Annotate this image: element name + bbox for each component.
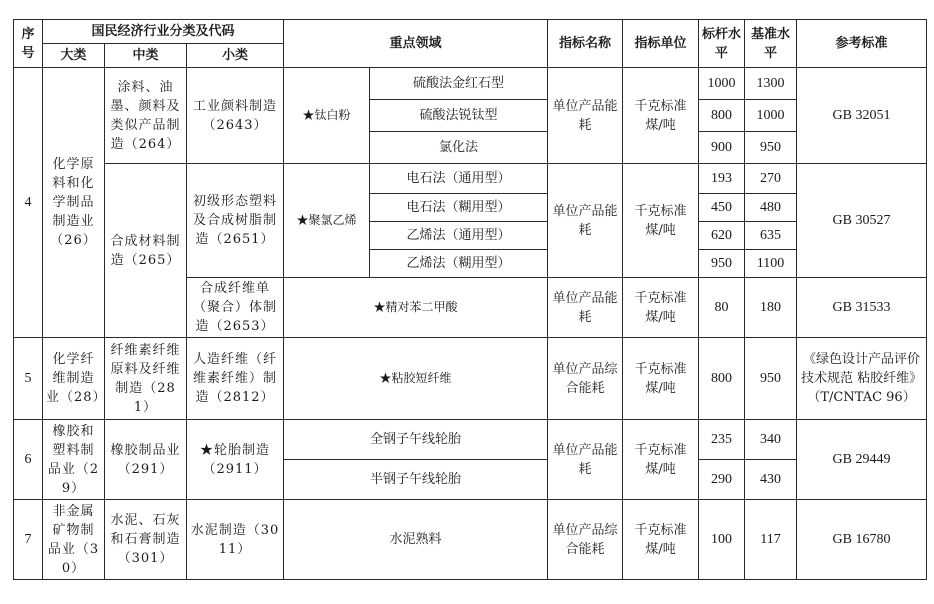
tio2-sub-3: 氯化法 [370, 132, 548, 164]
row-5-benchmark: 800 [699, 338, 745, 420]
pvc-indicator-name: 单位产品能耗 [548, 164, 623, 278]
header-reference-standard: 参考标准 [797, 20, 927, 68]
pvc-benchmark-4: 950 [699, 250, 745, 278]
tio2-benchmark-3: 900 [699, 132, 745, 164]
row-5-minor-category: 人造纤维（纤维素纤维）制造（2812） [187, 338, 284, 420]
row-6-middle-category: 橡胶制品业（291） [105, 420, 187, 500]
pvc-sub-4: 乙烯法（糊用型） [370, 250, 548, 278]
row-4-pta: ★精对苯二甲酸 [284, 278, 548, 338]
row-5-seq: 5 [14, 338, 43, 420]
tio2-baseline-2: 1000 [745, 100, 797, 132]
pvc-sub-2: 电石法（糊用型） [370, 194, 548, 222]
tio2-sub-1: 硫酸法金红石型 [370, 68, 548, 100]
row-6-seq: 6 [14, 420, 43, 500]
header-industry-classification: 国民经济行业分类及代码 [43, 20, 284, 44]
pta-benchmark: 80 [699, 278, 745, 338]
pta-indicator-name: 单位产品能耗 [548, 278, 623, 338]
row-4-pvc: ★聚氯乙烯 [284, 164, 370, 278]
row-5-focus-area: ★粘胶短纤维 [284, 338, 548, 420]
row-4-plastics-minor: 初级形态塑料及合成树脂制造（2651） [187, 164, 284, 278]
row-7-middle-category: 水泥、石灰和石膏制造（301） [105, 500, 187, 580]
header-middle-category: 中类 [105, 44, 187, 68]
row-7-minor-category: 水泥制造（3011） [187, 500, 284, 580]
row-6-benchmark-1: 235 [699, 420, 745, 460]
row-5-reference: 《绿色设计产品评价技术规范 粘胶纤维》（T/CNTAC 96） [797, 338, 927, 420]
pvc-benchmark-3: 620 [699, 222, 745, 250]
row-4-synthetic-materials-middle: 合成材料制造（265） [105, 164, 187, 338]
row-6-indicator-name: 单位产品能耗 [548, 420, 623, 500]
energy-benchmark-table [13, 19, 927, 580]
row-5-baseline: 950 [745, 338, 797, 420]
row-6-baseline-1: 340 [745, 420, 797, 460]
row-7-indicator-unit: 千克标准煤/吨 [623, 500, 699, 580]
row-4-seq: 4 [14, 68, 43, 338]
pvc-benchmark-2: 450 [699, 194, 745, 222]
row-4-coatings-middle: 涂料、油墨、颜料及类似产品制造（264） [105, 68, 187, 164]
row-4-synthetic-fiber-minor: 合成纤维单（聚合）体制造（2653） [187, 278, 284, 338]
header-major-category: 大类 [43, 44, 105, 68]
pta-reference: GB 31533 [797, 278, 927, 338]
header-indicator-name: 指标名称 [548, 20, 623, 68]
pvc-baseline-3: 635 [745, 222, 797, 250]
row-5-major-category: 化学纤维制造业（28） [43, 338, 105, 420]
row-6-focus-area-2: 半钢子午线轮胎 [284, 460, 548, 500]
header-benchmark-level: 标杆水平 [699, 20, 745, 68]
header-minor-category: 小类 [187, 44, 284, 68]
row-7-reference: GB 16780 [797, 500, 927, 580]
row-6-indicator-unit: 千克标准煤/吨 [623, 420, 699, 500]
row-5-indicator-name: 单位产品综合能耗 [548, 338, 623, 420]
pvc-baseline-2: 480 [745, 194, 797, 222]
pvc-baseline-4: 1100 [745, 250, 797, 278]
row-5-indicator-unit: 千克标准煤/吨 [623, 338, 699, 420]
pta-baseline: 180 [745, 278, 797, 338]
row-6-focus-area-1: 全钢子午线轮胎 [284, 420, 548, 460]
row-4-titanium-dioxide: ★钛白粉 [284, 68, 370, 164]
row-7-major-category: 非金属矿物制品业（30） [43, 500, 105, 580]
header-seq: 序号 [14, 20, 43, 68]
row-6-major-category: 橡胶和塑料制品业（29） [43, 420, 105, 500]
table-wrapper [13, 19, 927, 580]
row-6-benchmark-2: 290 [699, 460, 745, 500]
row-4-pigment-minor: 工业颜料制造（2643） [187, 68, 284, 164]
tio2-benchmark-2: 800 [699, 100, 745, 132]
tio2-reference: GB 32051 [797, 68, 927, 164]
header-baseline-level: 基准水平 [745, 20, 797, 68]
header-focus-area: 重点领域 [284, 20, 548, 68]
pta-indicator-unit: 千克标准煤/吨 [623, 278, 699, 338]
row-4-major-category: 化学原料和化学制品制造业（26） [43, 68, 105, 338]
pvc-sub-3: 乙烯法（通用型） [370, 222, 548, 250]
tio2-indicator-unit: 千克标准煤/吨 [623, 68, 699, 164]
row-7-indicator-name: 单位产品综合能耗 [548, 500, 623, 580]
tio2-baseline-1: 1300 [745, 68, 797, 100]
pvc-indicator-unit: 千克标准煤/吨 [623, 164, 699, 278]
row-7-benchmark: 100 [699, 500, 745, 580]
header-indicator-unit: 指标单位 [623, 20, 699, 68]
pvc-benchmark-1: 193 [699, 164, 745, 194]
tio2-baseline-3: 950 [745, 132, 797, 164]
row-5-middle-category: 纤维素纤维原料及纤维制造（281） [105, 338, 187, 420]
pvc-baseline-1: 270 [745, 164, 797, 194]
row-7-focus-area: 水泥熟料 [284, 500, 548, 580]
row-6-minor-category: ★轮胎制造（2911） [187, 420, 284, 500]
row-6-baseline-2: 430 [745, 460, 797, 500]
tio2-sub-2: 硫酸法锐钛型 [370, 100, 548, 132]
tio2-indicator-name: 单位产品能耗 [548, 68, 623, 164]
pvc-reference: GB 30527 [797, 164, 927, 278]
row-7-seq: 7 [14, 500, 43, 580]
row-6-reference: GB 29449 [797, 420, 927, 500]
tio2-benchmark-1: 1000 [699, 68, 745, 100]
row-7-baseline: 117 [745, 500, 797, 580]
pvc-sub-1: 电石法（通用型） [370, 164, 548, 194]
